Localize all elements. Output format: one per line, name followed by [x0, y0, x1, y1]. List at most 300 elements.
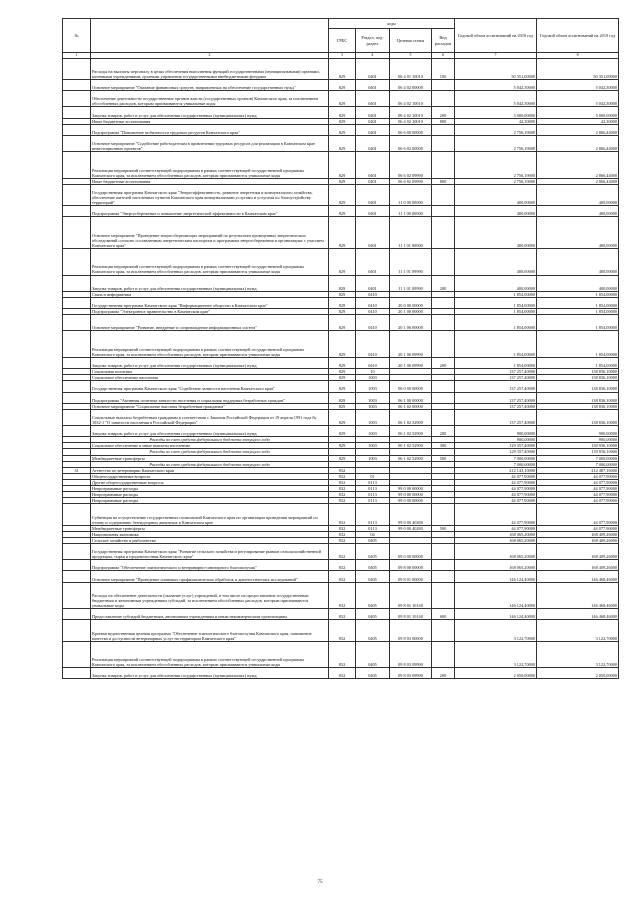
table-row [63, 544, 619, 560]
row-vid: 800 [432, 118, 455, 124]
table-row [63, 409, 619, 425]
table-row [63, 571, 619, 582]
row-value-2018: 44 077,90000 [455, 492, 537, 498]
row-csr: 06 4 02 10010 [390, 118, 432, 124]
row-value-2018: 44 077,90000 [455, 504, 537, 525]
row-value-2018: 3 122,70000 [455, 641, 537, 668]
row-name: Государственная программа Камчатского края "Энергоэффективность, развитие энергетики и коммунального хозяйства, обеспечение жителей населенных пунктов Камчатского края коммунальными услугами и услугами по благоустройству территорий" [91, 184, 329, 205]
row-value-2019: 138 836,10000 [537, 392, 619, 403]
row-value-2019: 44 077,90000 [537, 504, 619, 525]
row-number [63, 582, 91, 609]
row-csr: 09 8 00 00000 [390, 560, 432, 571]
row-razdel: 0405 [356, 668, 390, 679]
row-vid [432, 217, 455, 249]
row-name: Иные бюджетные ассигнования [91, 118, 329, 124]
row-name: Сельское хозяйство и рыболовство [91, 537, 329, 543]
row-number [63, 620, 91, 641]
row-razdel: 0113 [356, 504, 390, 525]
row-razdel: 0401 [356, 152, 390, 179]
row-name: Основное мероприятие "Социальные выплаты безработным гражданам" [91, 403, 329, 409]
table-row [63, 124, 619, 135]
row-grbs: 829 [329, 58, 356, 79]
row-razdel: 0401 [356, 249, 390, 276]
row-razdel: 10 [356, 369, 390, 375]
row-value-2019: 146 468,46000 [537, 609, 619, 620]
row-csr: 09 8 01 10140 [390, 582, 432, 609]
row-name: Основное мероприятие "Оказание финансовых средств, направленных на обеспечение государственных нужд" [91, 79, 329, 90]
table-row [63, 582, 619, 609]
row-razdel: 1003 [356, 392, 390, 403]
row-value-2019: 1 854,00000 [537, 357, 619, 368]
row-csr: 09 8 01 00000 [390, 571, 432, 582]
row-grbs: 829 [329, 315, 356, 331]
index-cell: 3 [329, 53, 356, 59]
row-csr: 09 8 03 09990 [390, 668, 432, 679]
row-value-2019: 130 936,10000 [537, 449, 619, 455]
row-name: Субвенция на осуществление государственных полномочий Камчатского края по организации проведения мероприятий по отлову и содержанию безнадзорных животных в Камчатском крае [91, 504, 329, 525]
row-number [63, 184, 91, 205]
table-row [63, 297, 619, 308]
row-value-2018: 7 000,00000 [455, 455, 537, 461]
row-value-2018: 137 257,40000 [455, 403, 537, 409]
row-value-2019: 146 468,46000 [537, 582, 619, 609]
row-value-2018: 1 854,00000 [455, 297, 537, 308]
index-cell: 2 [91, 53, 329, 59]
row-number [63, 124, 91, 135]
row-csr: 09 0 00 00000 [390, 544, 432, 560]
row-value-2018: 1 854,00000 [455, 291, 537, 297]
row-csr: 09 8 01 10140 [390, 609, 432, 620]
row-razdel: 0410 [356, 315, 390, 331]
index-cell: 6 [432, 53, 455, 59]
row-vid: 500 [432, 455, 455, 461]
row-name: Национальная экономика [91, 531, 329, 537]
row-name: Закупка товаров, работ и услуг для обеспечения государственных (муниципальных) нужд [91, 668, 329, 679]
row-razdel: 1003 [356, 409, 390, 425]
row-razdel: 1003 [356, 443, 390, 449]
row-value-2018: 44 077,90000 [455, 498, 537, 504]
row-value-2018: 146 124,40000 [455, 609, 537, 620]
row-name: Социальное обеспечение населения [91, 375, 329, 381]
row-vid [432, 315, 455, 331]
row-grbs: 829 [329, 135, 356, 151]
row-value-2019: 44 077,90000 [537, 492, 619, 498]
row-name: Непрограммные расходы [91, 486, 329, 492]
header-name [91, 19, 329, 53]
row-grbs: 829 [329, 357, 356, 368]
row-csr: 20 1 00 00000 [390, 309, 432, 315]
row-razdel: 1003 [356, 403, 390, 409]
table-body [63, 58, 619, 679]
row-value-2018: 7 000,00000 [455, 461, 537, 467]
row-razdel: 0401 [356, 107, 390, 118]
row-grbs: 829 [329, 297, 356, 308]
row-value-2019: 44 077,90000 [537, 479, 619, 485]
row-number [63, 571, 91, 582]
row-value-2018: 400,00000 [455, 249, 537, 276]
row-value-2018: 50 351,00000 [455, 58, 537, 79]
row-csr: 06 1 02 52900 [390, 426, 432, 437]
row-value-2019: 138 836,10000 [537, 403, 619, 409]
row-csr: 06 6 02 00000 [390, 135, 432, 151]
row-csr: 99 0 00 00000 [390, 486, 432, 492]
row-name: Реализация мероприятий соответствующей подпрограммы в рамках соответствующей государственной программы Камчатского края, за исключением обособленных расходов, которым присваиваются уникальные коды [91, 641, 329, 668]
row-csr: 20 1 06 09990 [390, 331, 432, 358]
row-name: Реализация мероприятий соответствующей подпрограммы в рамках соответствующей государственной программы Камчатского края, за исключением обособленных расходов, которым присваиваются уникальные коды [91, 152, 329, 179]
row-grbs: 829 [329, 403, 356, 409]
row-value-2018: 400,00000 [455, 217, 537, 249]
row-vid [432, 124, 455, 135]
row-value-2018: 2 756,19000 [455, 124, 537, 135]
row-value-2019: 44 077,90000 [537, 498, 619, 504]
row-number [63, 217, 91, 249]
row-number [63, 152, 91, 179]
row-razdel: 0401 [356, 275, 390, 291]
row-value-2019: 138 836,10000 [537, 369, 619, 375]
row-grbs: 832 [329, 498, 356, 504]
row-grbs: 832 [329, 525, 356, 531]
row-name: Социальные выплаты безработным гражданам в соответствии с Законом Российской Федерации от 19 апреля 1991 года № 1032-1 "О занятости населения в Российской Федерации" [91, 409, 329, 425]
row-value-2019: 7 000,00000 [537, 461, 619, 467]
table-row [63, 426, 619, 437]
row-name: Государственная программа Камчатского края "Содействие занятости населения Камчатского края" [91, 381, 329, 392]
row-grbs: 829 [329, 184, 356, 205]
row-number [63, 560, 91, 571]
row-value-2018: 137 257,40000 [455, 369, 537, 375]
row-value-2018: 168 065,20000 [455, 531, 537, 537]
row-csr: 20 0 00 00000 [390, 297, 432, 308]
table-row [63, 217, 619, 249]
row-vid: 500 [432, 525, 455, 531]
row-grbs: 832 [329, 560, 356, 571]
row-grbs: 829 [329, 124, 356, 135]
row-csr: 11 1 00 00000 [390, 206, 432, 217]
row-name: Реализация мероприятий соответствующей подпрограммы в рамках соответствующей государственной программы Камчатского края, за исключением обособленных расходов, которым присваиваются уникальные коды [91, 249, 329, 276]
row-grbs: 832 [329, 492, 356, 498]
row-grbs: 832 [329, 544, 356, 560]
row-vid [432, 135, 455, 151]
header-number: № [63, 19, 91, 53]
row-number [63, 206, 91, 217]
row-razdel: 0410 [356, 309, 390, 315]
row-value-2019: 44 077,90000 [537, 525, 619, 531]
row-value-2018: 168 065,20000 [455, 544, 537, 560]
table-row [63, 620, 619, 641]
page-number: 75 [317, 880, 323, 885]
row-grbs: 829 [329, 369, 356, 375]
row-value-2018: 400,00000 [455, 275, 537, 291]
header-row-1 [63, 19, 619, 29]
row-value-2019: 1 854,00000 [537, 291, 619, 297]
row-razdel: 0401 [356, 91, 390, 107]
row-number [63, 315, 91, 331]
row-value-2019: 138 836,10000 [537, 381, 619, 392]
row-csr: 11 1 01 09990 [390, 275, 432, 291]
row-vid: 600 [432, 609, 455, 620]
row-name: Закупка товаров, работ и услуг для обеспечения государственных (муниципальных) нужд [91, 426, 329, 437]
row-razdel: 0401 [356, 217, 390, 249]
row-razdel: 0405 [356, 544, 390, 560]
row-razdel: 0410 [356, 297, 390, 308]
row-name: Расходы на выплаты персоналу в целях обеспечения выполнения функций государственными (муниципальными) органами, казенными учреждениями, органами управления государственными внебюджетными фондами [91, 58, 329, 79]
row-razdel: 0113 [356, 492, 390, 498]
row-value-2018: 168 065,20000 [455, 537, 537, 543]
row-vid: 300 [432, 443, 455, 449]
row-razdel: 0113 [356, 479, 390, 485]
row-vid: 200 [432, 426, 455, 437]
row-grbs: 829 [329, 443, 356, 449]
row-number: 31 [63, 467, 91, 473]
row-vid [432, 560, 455, 571]
row-csr: 20 1 06 09990 [390, 357, 432, 368]
row-value-2018: 137 257,40000 [455, 409, 537, 425]
row-csr: 06 4 01 10010 [390, 58, 432, 79]
row-name: Закупка товаров, работ и услуг для обеспечения государственных (муниципальных) нужд [91, 275, 329, 291]
row-value-2019: 3 122,70000 [537, 641, 619, 668]
row-value-2018: 137 257,40000 [455, 392, 537, 403]
row-value-2018: 42,30000 [455, 118, 537, 124]
row-grbs: 829 [329, 107, 356, 118]
row-name: Агентство по ветеринарии Камчатского края [91, 467, 329, 473]
row-value-2019: 2 866,44000 [537, 178, 619, 184]
row-value-2019: 138 836,10000 [537, 409, 619, 425]
row-name: Расходы за счет средств федерального бюджета текущего года [91, 437, 329, 443]
row-number [63, 58, 91, 79]
row-value-2019: 2 050,00000 [537, 668, 619, 679]
row-grbs: 829 [329, 178, 356, 184]
row-number [63, 331, 91, 358]
row-vid [432, 504, 455, 525]
row-razdel: 0405 [356, 620, 390, 641]
header-csr: Целевая статья [390, 29, 432, 53]
row-name: Социальная политика [91, 369, 329, 375]
table-row [63, 91, 619, 107]
row-value-2019: 138 836,10000 [537, 375, 619, 381]
table-row [63, 58, 619, 79]
row-name: Обеспечение деятельности государственных органов власти (государственных органов) Камчатского края, за исключением обособленных расходов, которым присваиваются уникальные коды [91, 91, 329, 107]
row-value-2019: 900,00000 [537, 426, 619, 437]
header-vid: Вид расходов [432, 29, 455, 53]
row-number [63, 426, 91, 437]
row-value-2018: 5 042,30000 [455, 79, 537, 90]
row-value-2019: 44 077,90000 [537, 473, 619, 479]
budget-allocation-table [62, 18, 619, 679]
row-vid: 800 [432, 178, 455, 184]
row-name: Реализация мероприятий соответствующей подпрограммы в рамках соответствующей государственной программы Камчатского края, за исключением обособленных расходов, которым присваиваются уникальные коды [91, 331, 329, 358]
index-cell: 4 [356, 53, 390, 59]
row-value-2019: 5 042,30000 [537, 79, 619, 90]
row-grbs: 829 [329, 331, 356, 358]
row-razdel: 0405 [356, 582, 390, 609]
row-number [63, 249, 91, 276]
row-razdel: 0405 [356, 641, 390, 668]
row-csr: 20 1 06 00000 [390, 315, 432, 331]
table-row [63, 184, 619, 205]
index-cell: 8 [537, 53, 619, 59]
row-grbs: 829 [329, 79, 356, 90]
row-value-2018: 900,00000 [455, 437, 537, 443]
row-grbs: 829 [329, 249, 356, 276]
row-razdel: 0405 [356, 571, 390, 582]
row-razdel: 0401 [356, 124, 390, 135]
row-grbs: 832 [329, 668, 356, 679]
row-razdel: 0410 [356, 357, 390, 368]
row-name: Государственная программа Камчатского края "Информационное общество в Камчатском крае" [91, 297, 329, 308]
row-vid [432, 620, 455, 641]
row-vid [432, 571, 455, 582]
row-name: Непрограммные расходы [91, 498, 329, 504]
row-grbs: 829 [329, 291, 356, 297]
table-row [63, 504, 619, 525]
table-row [63, 152, 619, 179]
row-vid [432, 91, 455, 107]
row-number [63, 79, 91, 90]
row-csr: 06 6 00 00000 [390, 124, 432, 135]
row-razdel: 1003 [356, 455, 390, 461]
row-csr: 06 0 00 00000 [390, 381, 432, 392]
row-grbs: 832 [329, 504, 356, 525]
row-csr: 06 1 02 00000 [390, 403, 432, 409]
row-value-2019: 2 866,44000 [537, 152, 619, 179]
row-value-2019: 1 854,00000 [537, 309, 619, 315]
row-grbs: 829 [329, 392, 356, 403]
table-row [63, 392, 619, 403]
row-value-2019: 400,00000 [537, 184, 619, 205]
row-grbs: 829 [329, 309, 356, 315]
row-value-2019: 212 487,16000 [537, 467, 619, 473]
row-name: Основное мероприятие "Проведение энергосберегающих мероприятий по результатам проведенных энергетических обследований согласно составленным энергетическим паспортам и программам энергосбережения в организациях с участием Камчатского края" [91, 217, 329, 249]
row-vid [432, 152, 455, 179]
row-number [63, 668, 91, 679]
row-value-2018: 2 050,00000 [455, 668, 537, 679]
row-value-2019: 5 000,00000 [537, 107, 619, 118]
table-row [63, 107, 619, 118]
row-number [63, 381, 91, 392]
row-value-2018: 3 122,70000 [455, 620, 537, 641]
row-value-2019: 1 854,00000 [537, 315, 619, 331]
row-grbs: 832 [329, 620, 356, 641]
table-row [63, 315, 619, 331]
row-name: Социальное обеспечение и иные выплаты населению [91, 443, 329, 449]
row-vid: 200 [432, 275, 455, 291]
row-vid [432, 206, 455, 217]
row-name: Основное мероприятие "Содействие работодателям в привлечении трудовых ресурсов для реализации в Камчатском крае инвестиционных проектов" [91, 135, 329, 151]
row-name: Непрограммные расходы [91, 492, 329, 498]
row-value-2018: 1 854,00000 [455, 357, 537, 368]
row-value-2019: 44 077,90000 [537, 486, 619, 492]
row-value-2019: 50 351,00000 [537, 58, 619, 79]
row-value-2018: 2 756,19000 [455, 152, 537, 179]
row-razdel: 1003 [356, 381, 390, 392]
row-csr: 06 1 02 52900 [390, 443, 432, 449]
row-name: Иные бюджетные ассигнования [91, 178, 329, 184]
row-vid: 200 [432, 357, 455, 368]
row-csr: 11 0 00 00000 [390, 184, 432, 205]
row-grbs: 829 [329, 426, 356, 437]
table-row [63, 206, 619, 217]
row-value-2018: 44 077,90000 [455, 479, 537, 485]
row-vid [432, 641, 455, 668]
row-value-2018: 137 257,40000 [455, 375, 537, 381]
row-value-2018: 400,00000 [455, 206, 537, 217]
table-row [63, 641, 619, 668]
row-razdel: 1003 [356, 426, 390, 437]
row-value-2019: 168 409,26000 [537, 544, 619, 560]
row-razdel: 0401 [356, 118, 390, 124]
row-value-2018: 1 854,00000 [455, 309, 537, 315]
row-value-2018: 900,00000 [455, 426, 537, 437]
row-value-2019: 1 854,00000 [537, 331, 619, 358]
row-number [63, 135, 91, 151]
row-vid [432, 297, 455, 308]
row-grbs: 832 [329, 641, 356, 668]
row-name: Общегосударственные вопросы [91, 473, 329, 479]
row-value-2019: 3 122,70000 [537, 620, 619, 641]
row-csr: 99 0 00 00000 [390, 498, 432, 504]
row-value-2019: 168 409,26000 [537, 560, 619, 571]
header-2018: Годовой объем ассигнований на 2018 год [455, 19, 537, 53]
row-vid [432, 381, 455, 392]
row-razdel: 0401 [356, 79, 390, 90]
row-razdel: 04 [356, 531, 390, 537]
row-number [63, 91, 91, 107]
row-value-2019: 168 409,26000 [537, 531, 619, 537]
row-grbs: 832 [329, 531, 356, 537]
row-value-2018: 1 854,00000 [455, 331, 537, 358]
row-value-2018: 44 077,90000 [455, 473, 537, 479]
row-vid [432, 331, 455, 358]
row-grbs: 832 [329, 571, 356, 582]
row-number [63, 357, 91, 368]
index-cell: 1 [63, 53, 91, 59]
row-value-2019: 7 000,00000 [537, 455, 619, 461]
row-grbs: 832 [329, 479, 356, 485]
row-value-2019: 42,30000 [537, 118, 619, 124]
row-vid: 200 [432, 107, 455, 118]
table-row [63, 668, 619, 679]
row-csr: 06 1 02 52900 [390, 455, 432, 461]
row-number [63, 609, 91, 620]
row-value-2018: 5 000,00000 [455, 107, 537, 118]
row-csr: 06 4 02 10010 [390, 91, 432, 107]
row-name: Подпрограмма "Энергосбережение и повышение энергетической эффективности в Камчатском крае" [91, 206, 329, 217]
row-vid: 200 [432, 668, 455, 679]
table-row [63, 331, 619, 358]
row-value-2019: 400,00000 [537, 275, 619, 291]
row-grbs: 829 [329, 152, 356, 179]
row-grbs: 832 [329, 486, 356, 492]
index-cell: 7 [455, 53, 537, 59]
row-value-2019: 400,00000 [537, 217, 619, 249]
row-grbs: 832 [329, 467, 356, 473]
row-name: Государственная программа Камчатского края "Развитие сельского хозяйства и регулирование рынков сельскохозяйственной продукции, сырья и продовольствия Камчатского края" [91, 544, 329, 560]
row-number [63, 107, 91, 118]
table-row [63, 609, 619, 620]
row-razdel: 0113 [356, 498, 390, 504]
row-value-2018: 400,00000 [455, 184, 537, 205]
header-razdel: Раздел, под-раздел [356, 29, 390, 53]
row-value-2018: 137 257,40000 [455, 381, 537, 392]
row-name: Подпрограмма "Активная политика занятости населения и социальная поддержка безработных граждан" [91, 392, 329, 403]
table-row [63, 357, 619, 368]
table-row [63, 79, 619, 90]
row-value-2018: 129 357,40000 [455, 449, 537, 455]
row-razdel: 0401 [356, 178, 390, 184]
row-value-2018: 2 756,19000 [455, 135, 537, 151]
row-name: Межбюджетные трансферты [91, 455, 329, 461]
table-row [63, 249, 619, 276]
row-name: Подпрограмма "Электронное правительство в Камчатском крае" [91, 309, 329, 315]
